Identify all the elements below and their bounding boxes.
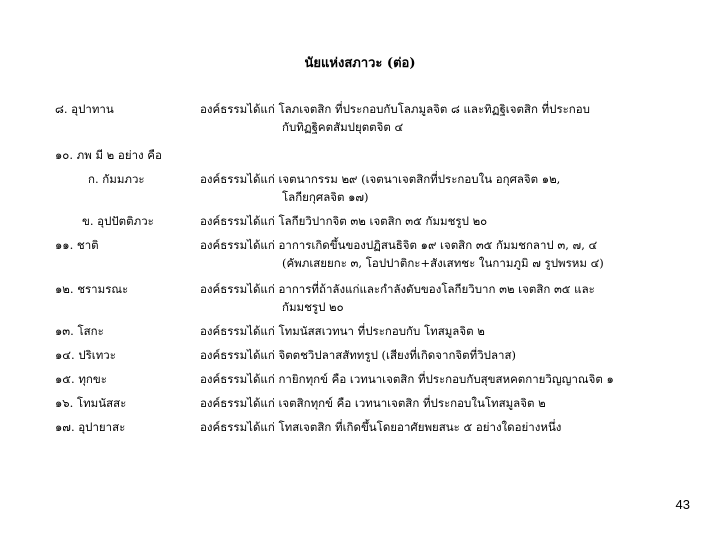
item-label: ๑๓. โสกะ	[55, 324, 104, 338]
item-description-continuation: (คัพภเสยยกะ ๓, โอปปาติกะ+สังเสทชะ ในกามภูมิ ๗ รูปพรหม ๔)	[282, 256, 604, 270]
item-description: องค์ธรรมได้แก่ อาการที่ถ้าลังแก่และกำลังดับของโลกียวิบาก ๓๒ เจตสิก ๓๕ และ	[200, 282, 595, 296]
item-description: องค์ธรรมได้แก่ โทมนัสสเวทนา ที่ประกอบกับ โทสมูลจิต ๒	[200, 324, 485, 338]
item-label: ๑๐. ภพ มี ๒ อย่าง คือ	[55, 148, 162, 162]
page-number: 43	[675, 497, 690, 512]
item-description: องค์ธรรมได้แก่ จิตตชวิปลาสสัททรูป (เสียงที่เกิดจากจิตที่วิปลาส)	[200, 348, 516, 362]
item-label: ๘. อุปาทาน	[55, 102, 114, 116]
item-label: ๑๒. ชรามรณะ	[55, 282, 129, 296]
item-label: ๑๕. ทุกขะ	[55, 372, 107, 386]
item-description: องค์ธรรมได้แก่ เจตสิกทุกข์ คือ เวทนาเจตสิก ที่ประกอบในโทสมูลจิต ๒	[200, 396, 546, 410]
item-label: ๑๖. โทมนัสสะ	[55, 396, 127, 410]
item-label: ๑๗. อุปายาสะ	[55, 420, 126, 434]
item-description-continuation: กับทิฏฐิคตสัมปยุตตจิต ๔	[282, 120, 404, 134]
item-label: ข. อุปปัตติภวะ	[82, 214, 154, 228]
item-description: องค์ธรรมได้แก่ โลภเจตสิก ที่ประกอบกับโลภมูลจิต ๘ และทิฏฐิเจตสิก ที่ประกอบ	[200, 102, 590, 116]
item-description-continuation: โลกียกุศลจิต ๑๗)	[282, 190, 369, 204]
item-description: องค์ธรรมได้แก่ อาการเกิดขึ้นของปฏิสนธิจิต ๑๙ เจตสิก ๓๕ กัมมชกลาป ๓, ๗, ๔	[200, 238, 598, 252]
item-description: องค์ธรรมได้แก่ โทสเจตสิก ที่เกิดขึ้นโดยอาศัยพยสนะ ๕ อย่างใดอย่างหนึ่ง	[200, 420, 562, 434]
item-description: องค์ธรรมได้แก่ โลกียวิปากจิต ๓๒ เจตสิก ๓๕ กัมมชรูป ๒๐	[200, 214, 488, 228]
item-label: ๑๔. ปริเทวะ	[55, 348, 116, 362]
item-label: ก. กัมมภวะ	[88, 172, 145, 186]
item-description-continuation: กัมมชรูป ๒๐	[282, 300, 344, 314]
slide-title: นัยแห่งสภาวะ (ต่อ)	[304, 56, 416, 71]
item-label: ๑๑. ชาติ	[55, 238, 99, 252]
item-description: องค์ธรรมได้แก่ เจตนากรรม ๒๙ (เจตนาเจตสิกที่ประกอบใน อกุศลจิต ๑๒,	[200, 172, 561, 186]
item-description: องค์ธรรมได้แก่ กายิกทุกข์ คือ เวทนาเจตสิก ที่ประกอบกับสุขสหคตกายวิญญาณจิต ๑	[200, 372, 614, 386]
